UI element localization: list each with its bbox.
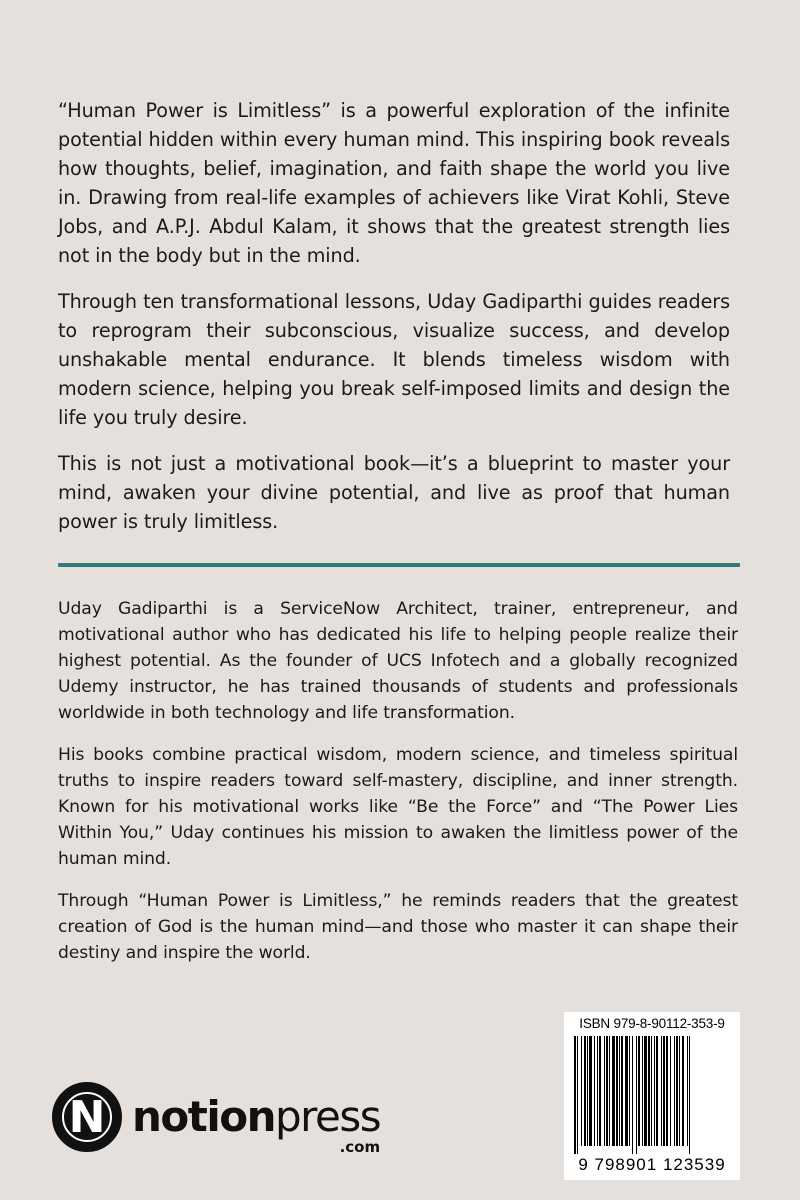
barcode-bar [638,1036,640,1146]
barcode-bar [674,1036,675,1146]
isbn-barcode [564,1012,740,1180]
barcode-bar [666,1036,668,1146]
barcode-bar [644,1036,647,1146]
barcode-bar [676,1036,678,1146]
barcode-bar [619,1036,620,1146]
barcode-bar [589,1036,592,1146]
wordmark-bold: notion [132,1092,275,1141]
barcode-bar [604,1036,605,1146]
barcode-bar [594,1036,595,1146]
bio-paragraph-1: Uday Gadiparthi is a ServiceNow Architect, trainer, entrepreneur, and motivational author who has dedicated his life to helping people realize their highest potential. As the founder of UCS Infotech and a globally recognized Udemy instructor, he has trained thousands of students and professionals worldwide in both technology and life transformation. [58,599,738,723]
barcode-bar [679,1036,680,1146]
barcode-bar [612,1036,615,1146]
barcode-bar [670,1036,671,1146]
author-bio [58,596,738,982]
barcode-bar [616,1036,618,1146]
barcode-bar [621,1036,623,1146]
barcode-bar [656,1036,658,1146]
barcode-bars-icon [574,1036,730,1154]
barcode-bar [581,1036,582,1146]
barcode-bar [625,1036,628,1146]
barcode-bar [606,1036,608,1146]
barcode-bar [661,1036,662,1146]
barcode-bar [687,1036,688,1146]
isbn-label: ISBN 979-8-90112-353-9 [579,1016,725,1031]
barcode-bar [682,1036,684,1146]
barcode-bar [632,1036,633,1154]
barcode-bar [663,1036,665,1146]
blurb-paragraph-3: This is not just a motivational book—it’s a blueprint to master your mind, awaken your divine potential, and live as proof that human power is truly limitless. [58,452,730,533]
publisher-wordmark [132,1092,381,1156]
barcode-bar [597,1036,598,1146]
barcode-bar [648,1036,650,1146]
notionpress-mark-icon [52,1082,122,1152]
blurb-paragraph-2: Through ten transformational lessons, Uday Gadiparthi guides readers to reprogram their subconscious, visualize success, and develop unshakable mental endurance. It blends timeless wisdom with modern science, helping you break self-imposed limits and design the life you truly desire. [58,290,730,429]
wordmark-suffix: .com [339,1138,381,1156]
bio-paragraph-3: Through “Human Power is Limitless,” he reminds readers that the greatest creation of God is the human mind—and those who master it can shape their destiny and inspire the world. [58,891,738,963]
barcode-bar [584,1036,586,1146]
barcode-digits: 9 798901 123539 [578,1155,726,1174]
book-blurb [58,96,730,553]
barcode-bar [642,1036,643,1146]
barcode-bar [654,1036,655,1146]
barcode-bar [689,1036,690,1154]
barcode-bar [574,1036,576,1154]
barcode-bar [629,1036,630,1146]
section-divider [58,563,740,567]
barcode-bar [599,1036,601,1146]
wordmark-regular: press [274,1092,381,1141]
logo-mark-letter: N [68,1091,106,1143]
publisher-logo [52,1079,380,1155]
blurb-paragraph-1: “Human Power is Limitless” is a powerful exploration of the infinite potential hidden within every human mind. This inspiring book reveals how thoughts, belief, imagination, and faith shape the world you live in. Drawing from real-life examples of achievers like Virat Kohli, Steve Jobs, and A.P.J. Abdul Kalam, it shows that the greatest strength lies not in the body but in the mind. [58,99,730,267]
barcode-bar [577,1036,578,1154]
barcode-bar [636,1036,637,1154]
barcode-bar [651,1036,652,1146]
barcode-bar [609,1036,610,1146]
barcode-bar [587,1036,588,1146]
bio-paragraph-2: His books combine practical wisdom, modern science, and timeless spiritual truths to inspire readers toward self-mastery, discipline, and inner strength. Known for his motivational works like “Be the Force” and “The Power Lies Within You,” Uday continues his mission to awaken the limitless power of the human mind. [58,745,738,869]
